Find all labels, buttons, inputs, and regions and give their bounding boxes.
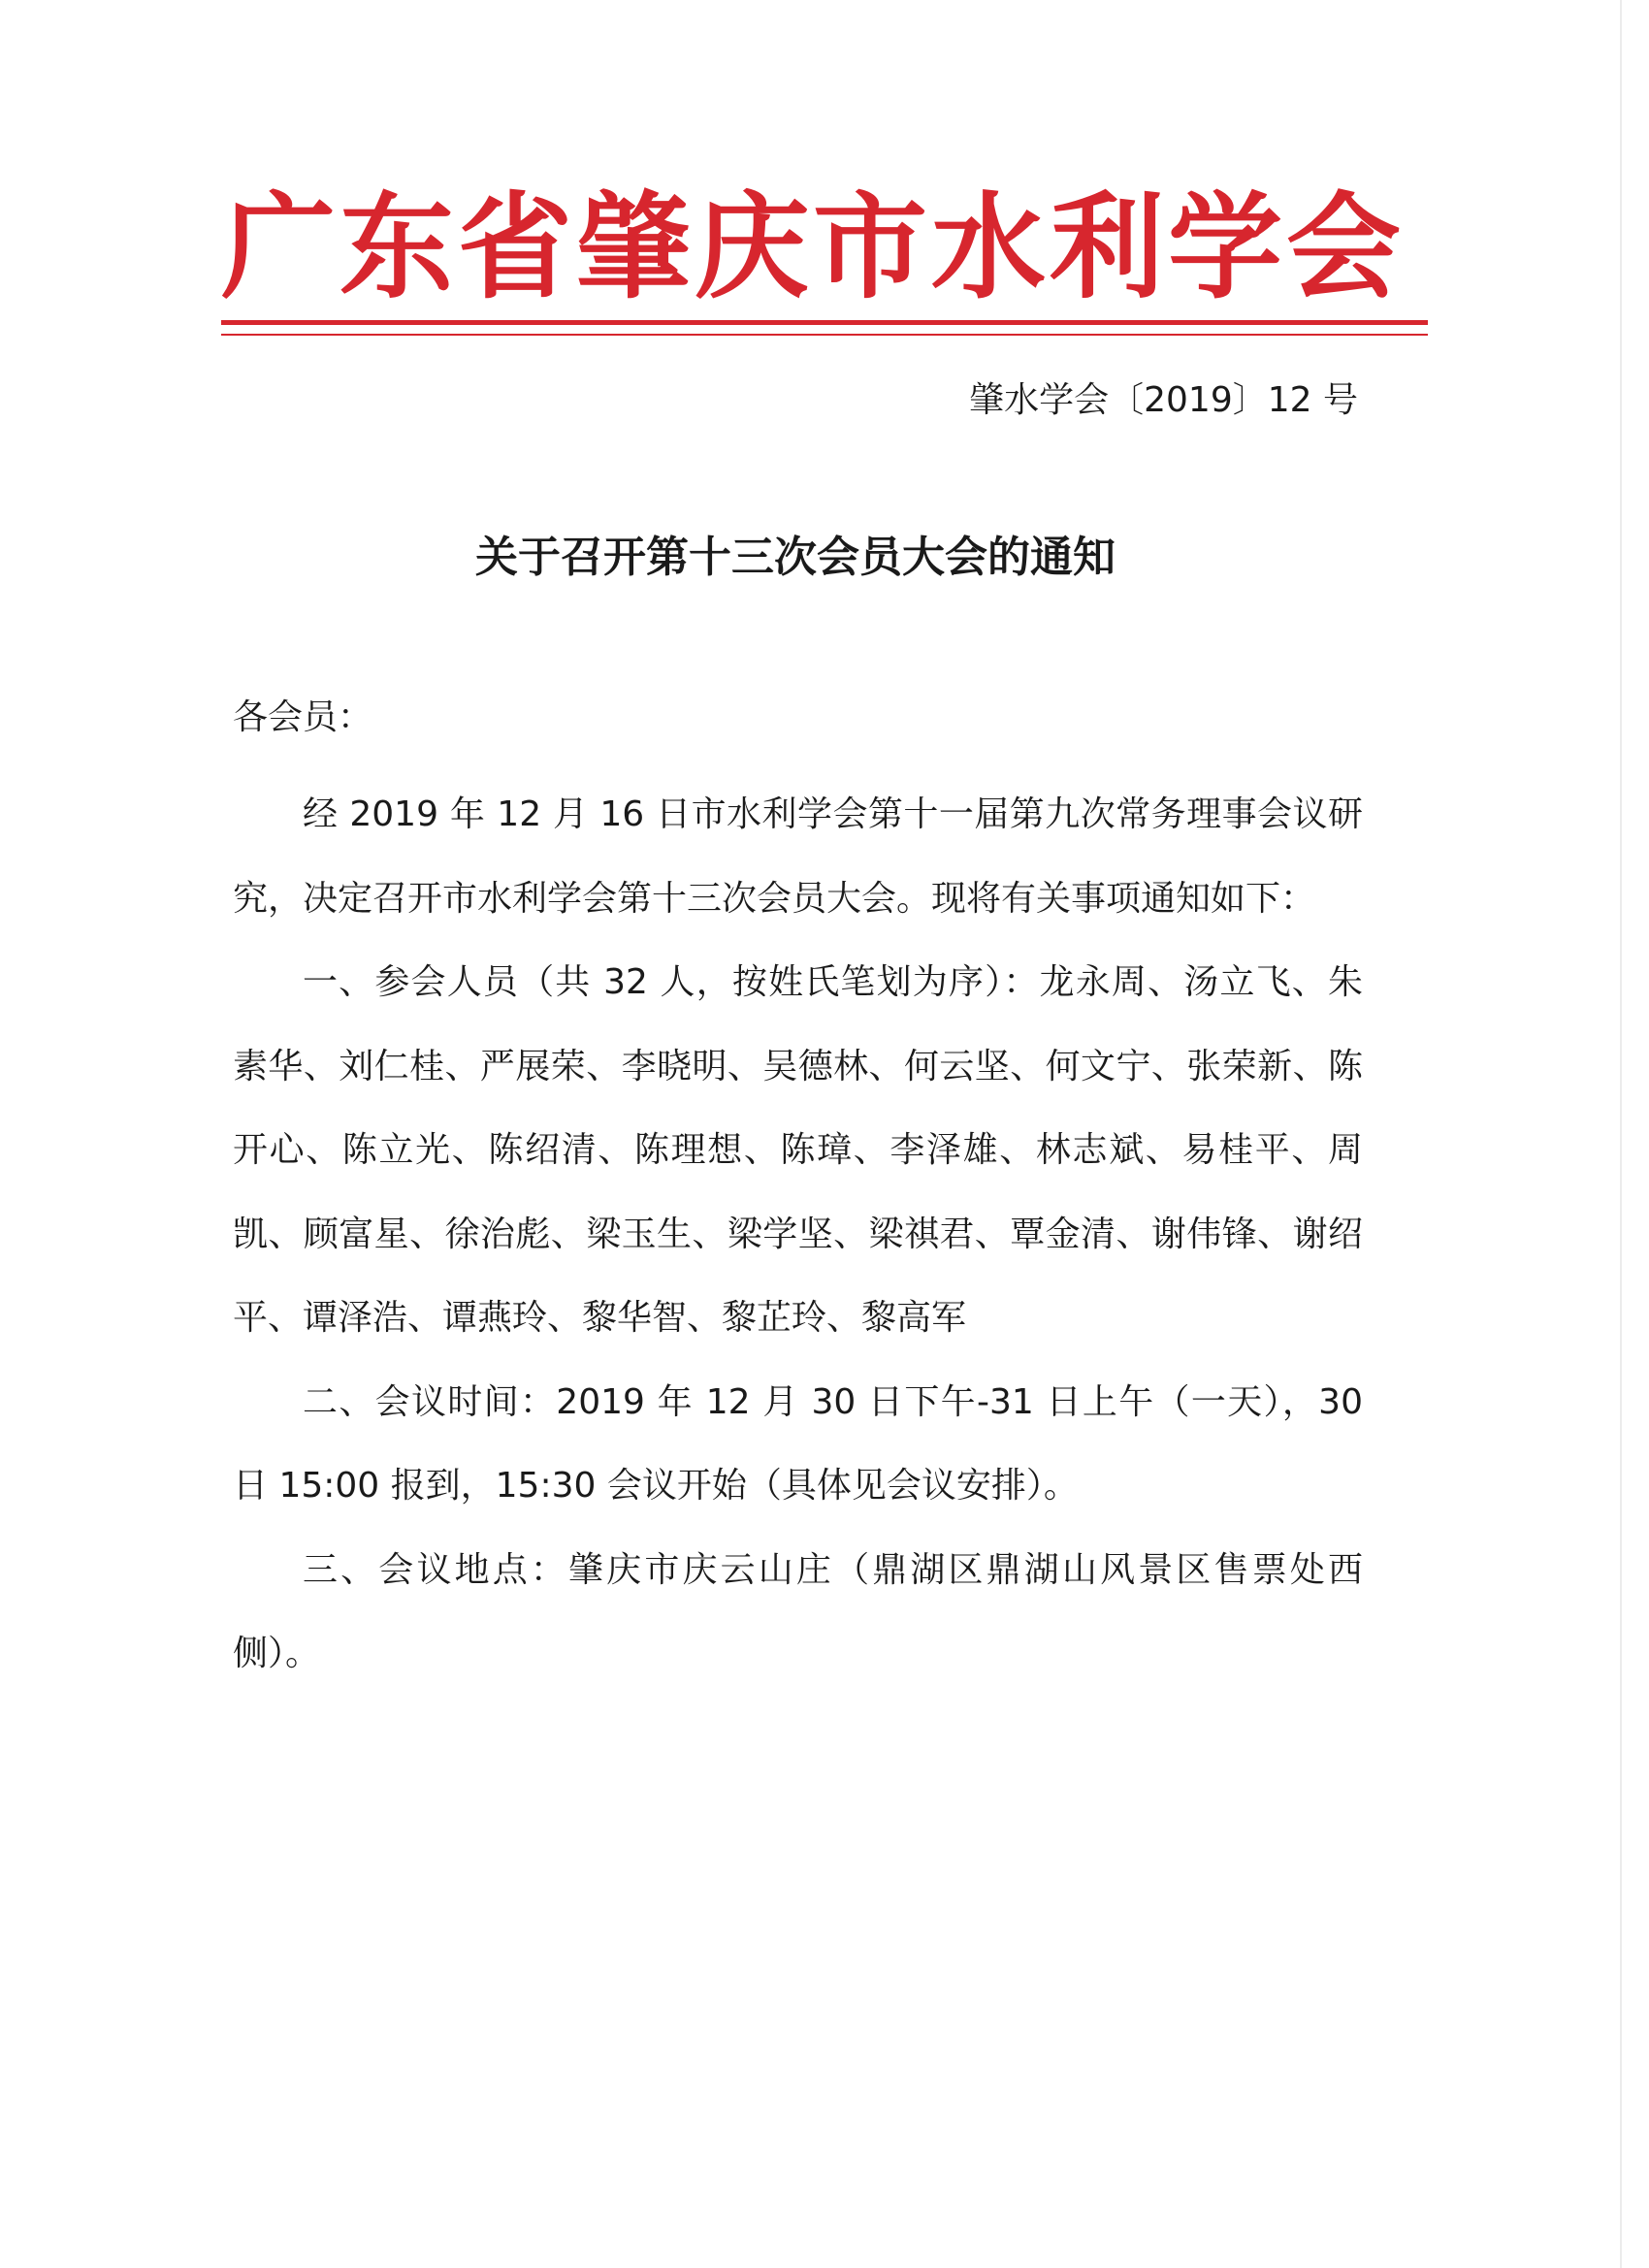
document-title: 关于召开第十三次会员大会的通知: [475, 533, 1116, 582]
body-text: [233, 773, 1363, 1697]
document-number: 肇水学会〔2019〕12 号: [969, 380, 1358, 420]
paragraph-intro: 经 2019 年 12 月 16 日市水利学会第十一届第九次常务理事会议研究，决定召开市水利学会第十三次会员大会。现将有关事项通知如下：: [233, 794, 1363, 919]
scan-edge: [1620, 0, 1622, 2268]
letterhead-title: 广东省肇庆市水利学会: [221, 179, 1406, 314]
paragraph-meeting-time: 二、会议时间：2019 年 12 月 30 日下午-31 日上午（一天），30 日 15:00 报到，15:30 会议开始（具体见会议安排）。: [233, 1381, 1363, 1506]
paragraph-meeting-location: 三、会议地点：肇庆市庆云山庄（鼎湖区鼎湖山风景区售票处西侧）。: [233, 1549, 1363, 1673]
letterhead-rule-thick: [221, 320, 1428, 325]
paragraph-attendees: 一、参会人员（共 32 人，按姓氏笔划为序）：龙永周、汤立飞、朱素华、刘仁桂、严展荣、李晓明、吴德林、何云坚、何文宁、张荣新、陈开心、陈立光、陈绍清、陈理想、陈璋、李泽雄、林志斌、易桂平、周凯、顾富星、徐治彪、梁玉生、梁学坚、梁祺君、覃金清、谢伟锋、谢绍平、谭泽浩、谭燕玲、黎华智、黎芷玲、黎高军: [233, 962, 1363, 1338]
salutation: 各会员：: [233, 697, 373, 737]
letterhead-rule-thin: [221, 334, 1428, 336]
